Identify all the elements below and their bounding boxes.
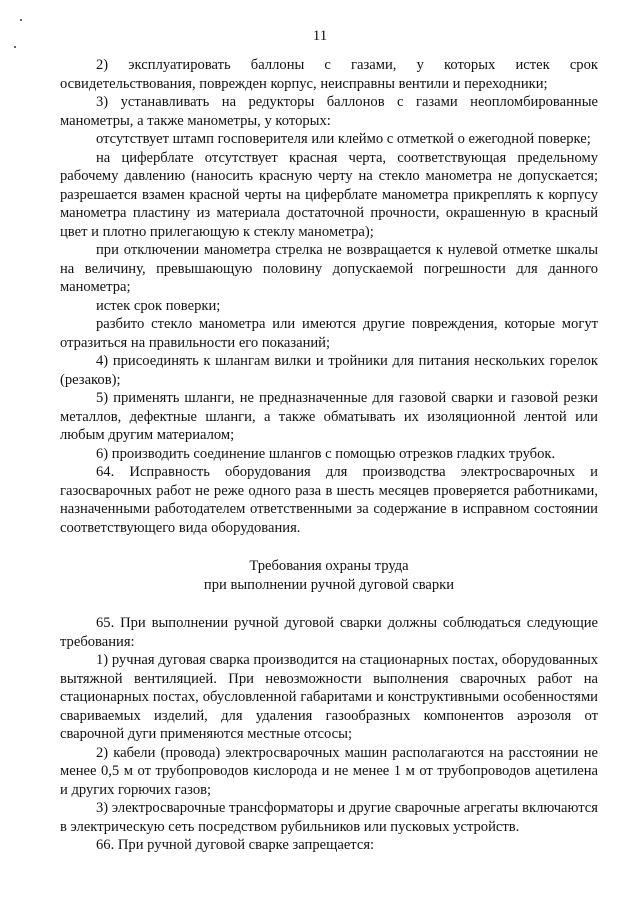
paragraph: истек срок поверки; bbox=[96, 297, 221, 314]
document-body bbox=[60, 56, 598, 855]
page-number: 11 bbox=[312, 28, 328, 44]
paragraph: отсутствует штамп госповерителя или клеймо с отметкой о ежегодной поверке; bbox=[96, 131, 591, 147]
paragraph: 5) применять шланги, не предназначенные для газовой сварки и газовой резки металлов, дефектные шланги, а также обматывать их изоляционной лентой или любым другим материалом; bbox=[60, 390, 598, 443]
paragraph: 6) производить соединение шлангов с помощью отрезков гладких трубок. bbox=[96, 445, 556, 462]
section-heading-line: при выполнении ручной дуговой сварки bbox=[203, 577, 455, 593]
paragraph: при отключении манометра стрелка не возвращается к нулевой отметке шкалы на величину, превышающую половину допускаемой погрешности для данного манометра; bbox=[60, 242, 598, 295]
paragraph: 66. При ручной дуговой сварке запрещается: bbox=[96, 837, 375, 853]
paragraph: 4) присоединять к шлангам вилки и тройники для питания нескольких горелок (резаков); bbox=[60, 353, 598, 388]
paragraph: 3) электросварочные трансформаторы и другие сварочные агрегаты включаются в электрическую сеть посредством рубильников или пусковых устройств. bbox=[60, 800, 598, 835]
section-heading bbox=[60, 557, 598, 595]
paragraph: разбито стекло манометра или имеются другие повреждения, которые могут отразиться на правильности его показаний; bbox=[60, 316, 598, 351]
scan-speck bbox=[20, 19, 22, 21]
paragraph: 64. Исправность оборудования для производства электросварочных и газосварочных работ не реже одного раза в шесть месяцев проверяется работниками, назначенными работодателем ответственными за содержание в исправном состоянии соответствующего вида оборудования. bbox=[60, 464, 598, 536]
scan-speck bbox=[14, 46, 16, 48]
paragraph: 3) устанавливать на редукторы баллонов с газами неопломбированные манометры, а также манометры, у которых: bbox=[60, 94, 598, 129]
paragraph: 1) ручная дуговая сварка производится на стационарных постах, оборудованных вытяжной вентиляцией. При невозможности выполнения сварочных работ на стационарных постах, обусловленной габаритами и конструктивными особенностями свариваемых изделий, для удаления газообразных компонентов аэрозоля от сварочной дуги применяются местные отсосы; bbox=[60, 652, 598, 742]
paragraph: 2) кабели (провода) электросварочных машин располагаются на расстоянии не менее 0,5 м от трубопроводов кислорода и не менее 1 м от трубопроводов ацетилена и других горючих газов; bbox=[60, 744, 598, 798]
section-heading-line: Требования охраны труда bbox=[249, 558, 409, 574]
paragraph: на циферблате отсутствует красная черта, соответствующая предельному рабочему давлению (наносить красную черту на стекло манометра не допускается; разрешается взамен красной черты на циферблате манометра прикреплять к корпусу манометра пластину из материала достаточной прочности, окрашенную в красный цвет и плотно прилегающую к стеклу манометра); bbox=[60, 149, 598, 240]
paragraph: 2) эксплуатировать баллоны с газами, у которых истек срок освидетельствования, поврежден корпус, неисправны вентили и переходники; bbox=[60, 57, 598, 92]
paragraph: 65. При выполнении ручной дуговой сварки должны соблюдаться следующие требования: bbox=[60, 615, 598, 650]
